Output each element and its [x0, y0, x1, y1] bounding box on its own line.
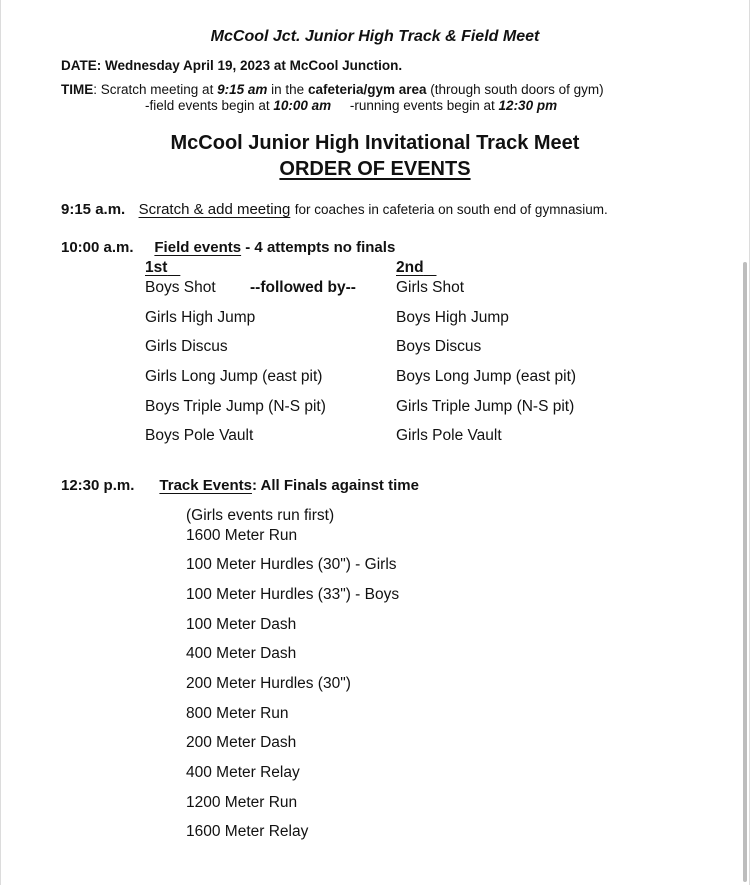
- field-col1-item: Girls Discus: [145, 338, 228, 355]
- meet-title: McCool Junior High Invitational Track Meet: [170, 132, 580, 154]
- col2-header: 2nd: [396, 259, 424, 276]
- field-note: - 4 attempts no finals: [245, 239, 396, 256]
- field-col1-item: Boys Shot: [145, 279, 216, 296]
- followed-by-text: --followed by--: [250, 279, 356, 296]
- date-line: DATE: Wednesday April 19, 2023 at McCool Junction.: [61, 58, 403, 73]
- time-text3: (through south doors of gym): [430, 82, 604, 97]
- field-col1-item: Girls High Jump: [145, 309, 256, 326]
- field-time: 10:00 a.m.: [61, 239, 134, 256]
- scratch-time: 9:15 am: [217, 82, 268, 97]
- scrollbar[interactable]: [743, 262, 747, 882]
- time-label: TIME: [61, 82, 94, 97]
- field-col2-item: Boys Discus: [396, 338, 482, 355]
- track-event-item: 100 Meter Hurdles (33") - Boys: [186, 586, 400, 603]
- header-title: McCool Jct. Junior High Track & Field Meet: [210, 28, 540, 45]
- track-events-line: [61, 477, 419, 494]
- time-text2: in the: [271, 82, 305, 97]
- field-col2-item: Boys High Jump: [396, 309, 509, 326]
- field-col1-item: Girls Long Jump (east pit): [145, 368, 323, 385]
- field-col2-item: Boys Long Jump (east pit): [396, 368, 577, 385]
- run-begin-time: 12:30 pm: [498, 98, 558, 113]
- scratch-meeting-label: Scratch & add meeting: [138, 201, 291, 218]
- order-title: ORDER OF EVENTS: [279, 158, 471, 180]
- time-text1: Scratch meeting at: [100, 82, 214, 97]
- track-event-item: 800 Meter Run: [186, 705, 289, 722]
- field-events-line: [61, 239, 395, 256]
- field-col1-item: Boys Triple Jump (N-S pit): [145, 398, 326, 415]
- date-value: Wednesday April 19, 2023 at McCool Junction.: [105, 58, 403, 73]
- field-col1-item: Boys Pole Vault: [145, 427, 254, 444]
- field-col2-item: Girls Shot: [396, 279, 465, 296]
- track-event-item: 1200 Meter Run: [186, 794, 298, 811]
- track-event-item: 1600 Meter Relay: [186, 823, 309, 840]
- track-event-item: 400 Meter Relay: [186, 764, 300, 781]
- time-sub-line: [145, 98, 557, 113]
- track-events-label: Track Events: [159, 477, 252, 494]
- track-event-item: 400 Meter Dash: [186, 645, 297, 662]
- track-time: 12:30 p.m.: [61, 477, 135, 494]
- scratch-text: for coaches in cafeteria on south end of gymnasium.: [294, 202, 608, 217]
- track-event-item: 200 Meter Hurdles (30"): [186, 675, 351, 692]
- date-label: DATE: [61, 58, 97, 73]
- field-events-label: Field events: [154, 239, 242, 256]
- field-begin-text: -field events begin at: [145, 98, 270, 113]
- track-event-item: 100 Meter Hurdles (30") - Girls: [186, 556, 397, 573]
- meeting-place: cafeteria/gym area: [307, 82, 427, 97]
- field-col2-item: Girls Triple Jump (N-S pit): [396, 398, 575, 415]
- track-event-item: 1600 Meter Run: [186, 527, 298, 544]
- field-col2-item: Girls Pole Vault: [396, 427, 502, 444]
- track-event-item: 100 Meter Dash: [186, 616, 297, 633]
- track-note: : All Finals against time: [251, 477, 419, 494]
- time-line: TIME: Scratch meeting at 9:15 am in the cafeteria/gym area (through south doors of gym): [61, 82, 604, 97]
- run-begin-text: -running events begin at: [349, 98, 495, 113]
- scratch-line: [61, 201, 608, 219]
- scratch-time: 9:15 a.m.: [61, 201, 126, 218]
- girls-first-note: (Girls events run first): [186, 507, 335, 524]
- col1-header: 1st: [145, 259, 168, 276]
- field-begin-time: 10:00 am: [273, 98, 332, 113]
- track-event-item: 200 Meter Dash: [186, 734, 297, 751]
